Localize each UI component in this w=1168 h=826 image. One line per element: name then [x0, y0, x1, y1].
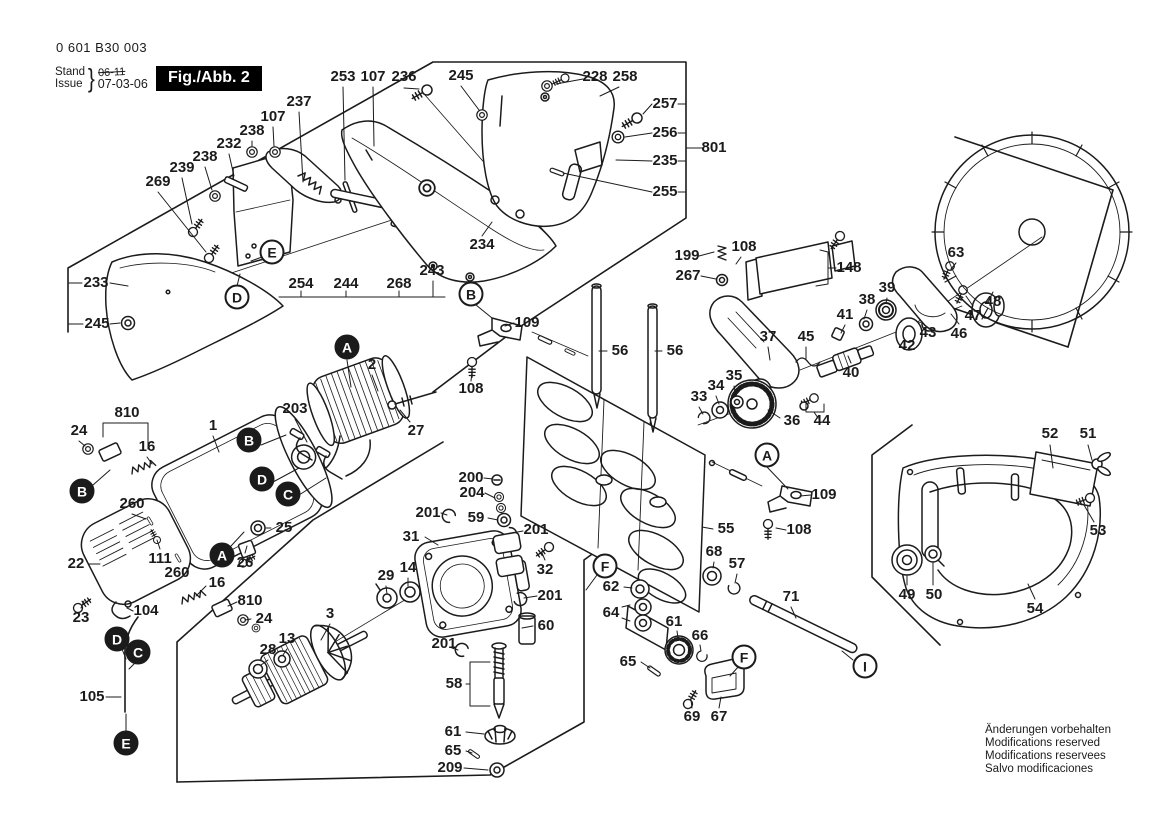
- figure-label: Fig./Abb. 2: [156, 66, 262, 91]
- part-label-245: 245: [84, 315, 110, 332]
- part-label-237: 237: [286, 93, 312, 110]
- part-label-33: 33: [690, 388, 708, 405]
- part-label-57: 57: [728, 555, 746, 572]
- part-label-108: 108: [731, 238, 757, 255]
- part-label-68: 68: [705, 543, 723, 560]
- part-label-51: 51: [1079, 425, 1097, 442]
- part-label-42: 42: [898, 337, 916, 354]
- part-label-257: 257: [652, 95, 678, 112]
- part-label-239: 239: [169, 159, 195, 176]
- callout-b-filled: B: [237, 428, 262, 453]
- part-label-107: 107: [360, 68, 386, 85]
- callout-e-filled: E: [114, 731, 139, 756]
- part-label-238: 238: [239, 122, 265, 139]
- part-label-107: 107: [260, 108, 286, 125]
- part-label-65: 65: [444, 742, 462, 759]
- part-label-235: 235: [652, 152, 678, 169]
- part-label-24: 24: [255, 610, 273, 627]
- part-label-234: 234: [469, 236, 495, 253]
- part-label-32: 32: [536, 561, 554, 578]
- part-label-255: 255: [652, 183, 678, 200]
- part-label-203: 203: [282, 400, 308, 417]
- revision-block: [55, 63, 148, 93]
- part-label-43: 43: [919, 324, 937, 341]
- part-label-108: 108: [786, 521, 812, 538]
- part-label-67: 67: [710, 708, 728, 725]
- part-label-49: 49: [898, 586, 916, 603]
- part-label-25: 25: [275, 519, 293, 536]
- part-label-256: 256: [652, 124, 678, 141]
- part-label-54: 54: [1026, 600, 1044, 617]
- part-label-26: 26: [236, 554, 254, 571]
- part-label-254: 254: [288, 275, 314, 292]
- part-label-13: 13: [278, 630, 296, 647]
- part-label-201: 201: [415, 504, 441, 521]
- part-label-50: 50: [925, 586, 943, 603]
- part-label-37: 37: [759, 328, 777, 345]
- part-label-44: 44: [813, 412, 831, 429]
- note-es: Salvo modificaciones: [985, 763, 1094, 775]
- part-label-2: 2: [367, 356, 377, 373]
- part-label-62: 62: [602, 578, 620, 595]
- part-label-232: 232: [216, 135, 242, 152]
- part-label-63: 63: [947, 244, 965, 261]
- part-label-52: 52: [1041, 425, 1059, 442]
- part-label-268: 268: [386, 275, 412, 292]
- part-label-104: 104: [133, 602, 159, 619]
- part-label-56: 56: [666, 342, 684, 359]
- part-label-200: 200: [458, 469, 484, 486]
- part-label-29: 29: [377, 567, 395, 584]
- part-label-55: 55: [717, 520, 735, 537]
- brace-glyph: }: [87, 63, 95, 93]
- part-label-201: 201: [537, 587, 563, 604]
- part-label-65: 65: [619, 653, 637, 670]
- document-number: 0 601 B30 003: [56, 40, 148, 55]
- part-label-61: 61: [444, 723, 462, 740]
- issue-label: Issue: [55, 78, 83, 90]
- note-fr: Modifications reservees: [985, 750, 1106, 762]
- part-label-31: 31: [402, 528, 420, 545]
- callout-f-outline: F: [593, 554, 618, 579]
- callout-c-filled: C: [276, 482, 301, 507]
- part-label-260: 260: [164, 564, 190, 581]
- callout-d-filled: D: [250, 467, 275, 492]
- part-label-38: 38: [858, 291, 876, 308]
- part-label-16: 16: [138, 438, 156, 455]
- modification-notes: [985, 724, 1111, 776]
- part-label-27: 27: [407, 422, 425, 439]
- part-label-204: 204: [459, 484, 485, 501]
- callout-a-outline: A: [755, 443, 780, 468]
- part-label-47: 47: [964, 307, 982, 324]
- superseded-date: 06-11: [97, 65, 126, 80]
- part-label-269: 269: [145, 173, 171, 190]
- part-label-105: 105: [79, 688, 105, 705]
- part-label-801: 801: [701, 139, 727, 156]
- part-label-41: 41: [836, 306, 854, 323]
- part-label-36: 36: [783, 412, 801, 429]
- part-label-40: 40: [842, 364, 860, 381]
- part-label-48: 48: [984, 293, 1002, 310]
- part-label-111: 111: [148, 550, 172, 567]
- stand-label: Stand: [55, 66, 86, 78]
- part-label-267: 267: [675, 267, 701, 284]
- callout-a-filled: A: [210, 543, 235, 568]
- part-label-243: 243: [419, 262, 445, 279]
- part-label-236: 236: [391, 68, 417, 85]
- part-label-69: 69: [683, 708, 701, 725]
- blade-cover-left: [106, 254, 283, 380]
- part-label-201: 201: [523, 521, 549, 538]
- part-label-810: 810: [237, 592, 263, 609]
- part-label-238: 238: [192, 148, 218, 165]
- part-label-148: 148: [836, 259, 862, 276]
- part-label-109: 109: [811, 486, 837, 503]
- part-label-59: 59: [467, 509, 485, 526]
- callout-a-filled: A: [335, 335, 360, 360]
- blade-cover-right: [482, 68, 614, 227]
- part-label-228: 228: [582, 68, 608, 85]
- part-label-56: 56: [611, 342, 629, 359]
- part-label-108: 108: [458, 380, 484, 397]
- part-label-64: 64: [602, 604, 620, 621]
- part-label-3: 3: [325, 605, 335, 622]
- part-label-245: 245: [448, 67, 474, 84]
- part-label-46: 46: [950, 325, 968, 342]
- callout-c-filled: C: [126, 640, 151, 665]
- part-label-201: 201: [431, 635, 457, 652]
- part-label-260: 260: [119, 495, 145, 512]
- callout-f-outline: F: [732, 645, 757, 670]
- part-label-53: 53: [1089, 522, 1107, 539]
- part-label-14: 14: [399, 559, 417, 576]
- part-label-61: 61: [665, 613, 683, 630]
- part-label-233: 233: [83, 274, 109, 291]
- stator: [301, 351, 415, 450]
- part-label-66: 66: [691, 627, 709, 644]
- part-label-71: 71: [782, 588, 800, 605]
- callout-e-outline: E: [260, 240, 285, 265]
- note-en: Modifications reserved: [985, 737, 1101, 749]
- part-label-199: 199: [674, 247, 700, 264]
- part-label-109: 109: [514, 314, 540, 331]
- part-label-34: 34: [707, 377, 725, 394]
- part-label-258: 258: [612, 68, 638, 85]
- part-label-35: 35: [725, 367, 743, 384]
- callout-b-outline: B: [459, 282, 484, 307]
- part-label-22: 22: [67, 555, 85, 572]
- callout-d-filled: D: [105, 627, 130, 652]
- part-label-45: 45: [797, 328, 815, 345]
- callout-d-outline: D: [225, 285, 250, 310]
- issue-date: 07-03-06: [97, 77, 148, 91]
- part-label-58: 58: [445, 675, 463, 692]
- part-label-24: 24: [70, 422, 88, 439]
- callout-b-filled: B: [70, 479, 95, 504]
- part-label-23: 23: [72, 609, 90, 626]
- part-label-244: 244: [333, 275, 359, 292]
- part-label-810: 810: [114, 404, 140, 421]
- part-label-60: 60: [537, 617, 555, 634]
- part-label-39: 39: [878, 279, 896, 296]
- note-de: Änderungen vorbehalten: [985, 724, 1111, 736]
- part-label-253: 253: [330, 68, 356, 85]
- part-label-1: 1: [208, 417, 218, 434]
- part-label-16: 16: [208, 574, 226, 591]
- part-label-209: 209: [437, 759, 463, 776]
- part-label-28: 28: [259, 641, 277, 658]
- callout-i-outline: I: [853, 654, 878, 679]
